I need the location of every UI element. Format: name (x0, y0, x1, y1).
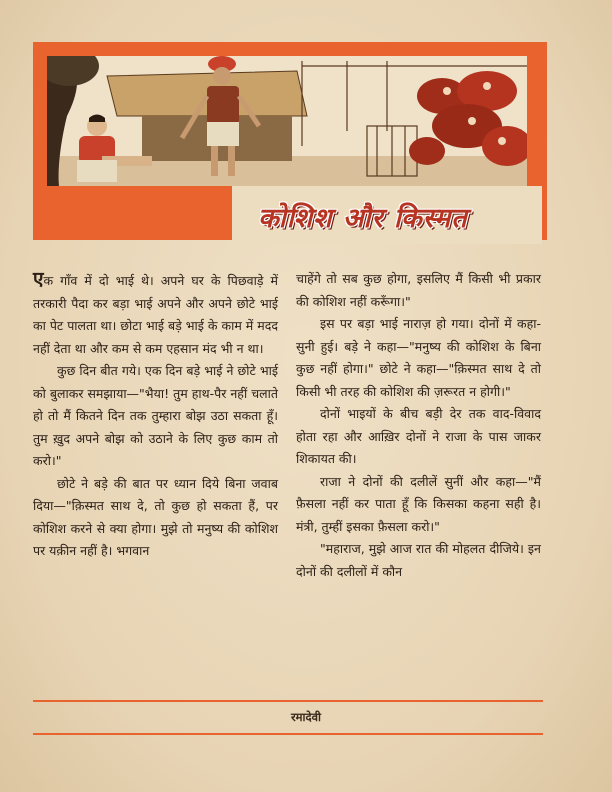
paragraph: चाहेंगे तो सब कुछ होगा, इसलिए मैं किसी भी प्रकार की कोशिश नहीं करूँगा।" (296, 271, 541, 309)
story-title: कोशिश और किस्मत (258, 203, 468, 234)
paragraph: इस पर बड़ा भाई नाराज़ हो गया। दोनों में कहा-सुनी हुई। बड़े ने कहा—"मनुष्य की कोशिश के बिना कुछ नहीं होगा।" छोटे ने कहा—"क़िस्मत साथ दे तो किसी भी तरह की कोशिश की ज़रूरत न होगी।" (296, 316, 541, 399)
footer-rule-top (33, 700, 543, 702)
footer-rule-bottom (33, 733, 543, 735)
story-illustration (47, 56, 527, 186)
paragraph: कुछ दिन बीत गये। एक दिन बड़े भाई ने छोटे भाई को बुलाकर समझाया—"भैया! तुम हाथ-पैर नहीं चलाते हो तो मैं कितने दिन तक तुम्हारा बोझ उठा सकता हूँ। तुम ख़ुद अपने बोझ को उठाने के लिए कुछ काम तो करो।" (33, 363, 278, 468)
paragraph-text: क गाँव में दो भाई थे। अपने घर के पिछवाड़े में तरकारी पैदा कर बड़ा भाई अपने और अपने छोटे भाई का पेट पालता था। छोटा भाई बड़े भाई के काम में मदद नहीं देता था और कम से कम एहसान मंद भी न था। (33, 273, 278, 356)
right-column (296, 268, 541, 583)
paragraph (33, 268, 278, 360)
paragraph: राजा ने दोनों की दलीलें सुनीं और कहा—"मैं फ़ैसला नहीं कर पाता हूँ कि किसका कहना सही है। मंत्री, तुम्हीं इसका फ़ैसला करो।" (296, 473, 541, 534)
author-footer: रमादेवी (290, 710, 322, 724)
paragraph: "महाराज, मुझे आज रात की मोहलत दीजिये। इन दोनों की दलीलों में कौन (296, 541, 541, 579)
paragraph: दोनों भाइयों के बीच बड़ी देर तक वाद-विवाद होता रहा और आख़िर दोनों ने राजा के पास जाकर शिकायत की। (296, 406, 541, 466)
paragraph: छोटे ने बड़े की बात पर ध्यान दिये बिना जवाब दिया—"क़िस्मत साथ दे, तो कुछ हो सकता हैं, पर कोशिश करने से क्या होगा। मुझे तो मनुष्य की कोशिश पर यक़ीन नहीं है। भगवान (33, 475, 278, 558)
left-column (33, 268, 278, 563)
drop-cap: ए (33, 268, 44, 290)
